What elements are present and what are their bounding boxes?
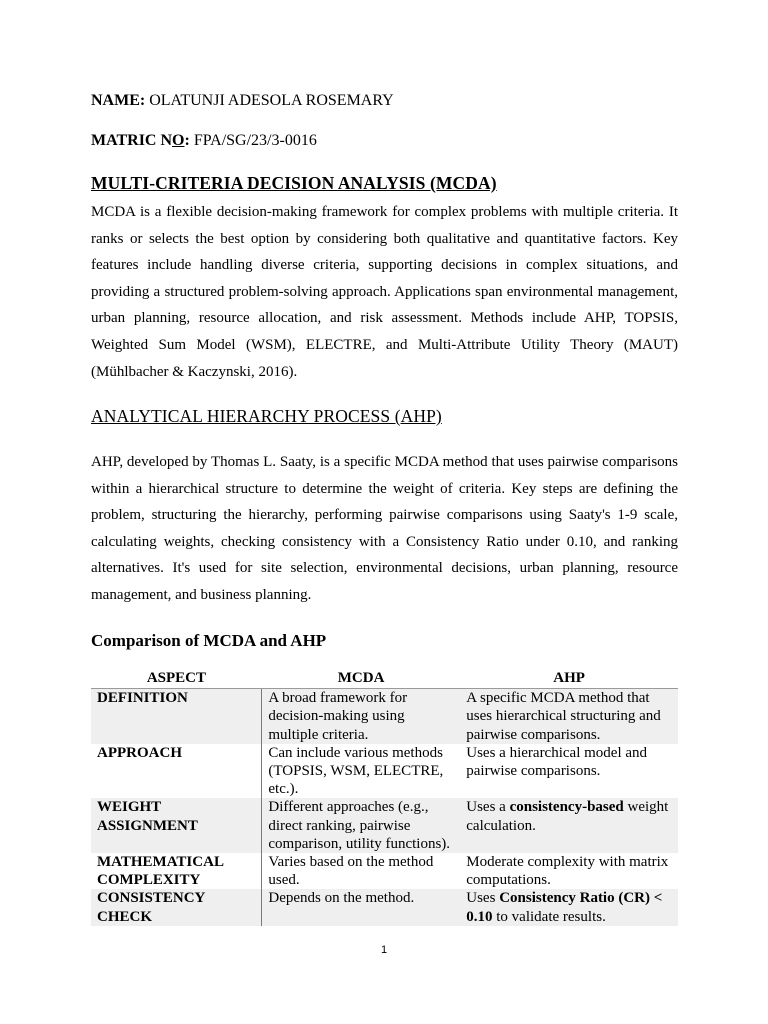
ahp-heading: ANALYTICAL HIERARCHY PROCESS (AHP) — [91, 406, 442, 426]
table-header-row — [91, 668, 678, 689]
mcda-cell: Different approaches (e.g., direct ranking, pairwise comparison, utility functions). — [262, 798, 460, 853]
name-value: OLATUNJI ADESOLA ROSEMARY — [149, 92, 394, 109]
table-row — [91, 689, 678, 744]
aspect-cell: CONSISTENCY CHECK — [91, 889, 262, 925]
aspect-cell: APPROACH — [91, 744, 262, 799]
name-label: NAME: — [91, 92, 146, 109]
ahp-cell: Uses Consistency Ratio (CR) < 0.10 to validate results. — [460, 889, 678, 925]
ahp-cell: Uses a consistency-based weight calculation. — [460, 798, 678, 853]
ahp-cell: Uses a hierarchical model and pairwise comparisons. — [466, 744, 648, 780]
column-header-mcda: MCDA — [262, 668, 460, 689]
student-name-line — [91, 92, 394, 110]
aspect-cell: DEFINITION — [91, 689, 262, 744]
table-row — [91, 744, 678, 799]
table-row — [91, 853, 678, 889]
matric-value: FPA/SG/23/3-0016 — [193, 132, 317, 149]
table-row — [91, 798, 678, 853]
mcda-heading: MULTI-CRITERIA DECISION ANALYSIS (MCDA) — [91, 173, 497, 193]
comparison-table — [91, 668, 678, 926]
column-header-aspect: ASPECT — [91, 668, 262, 689]
ahp-cell: A specific MCDA method that uses hierarchical structuring and pairwise comparisons. — [460, 689, 678, 744]
column-header-ahp: AHP — [460, 668, 678, 689]
matric-label: MATRIC NO: — [91, 132, 190, 149]
mcda-cell: Depends on the method. — [262, 889, 460, 925]
matric-number-line — [91, 132, 317, 150]
mcda-cell: A broad framework for decision-making using multiple criteria. — [262, 689, 460, 744]
comparison-heading: Comparison of MCDA and AHP — [91, 631, 327, 650]
page-number: 1 — [380, 944, 388, 956]
table-row — [91, 889, 678, 925]
aspect-cell: WEIGHT ASSIGNMENT — [91, 798, 262, 853]
mcda-cell: Can include various methods (TOPSIS, WSM, ELECTRE, etc.). — [268, 744, 444, 798]
ahp-paragraph: AHP, developed by Thomas L. Saaty, is a specific MCDA method that uses pairwise comparisons within a hierarchical structure to determine the weight of criteria. Key steps are defining the problem, structuring the hierarchy, performing pairwise comparisons using Saaty's 1-9 scale, calculating weights, checking consistency with a Consistency Ratio under 0.10, and ranking alternatives. It's used for site selection, environmental decisions, urban planning, resource management, and business planning. — [91, 454, 678, 603]
ahp-cell: Moderate complexity with matrix computations. — [466, 854, 669, 889]
mcda-cell: Varies based on the method used. — [268, 854, 434, 889]
aspect-cell: MATHEMATICAL COMPLEXITY — [91, 853, 262, 889]
mcda-paragraph: MCDA is a flexible decision-making framework for complex problems with multiple criteria. It ranks or selects the best option by considering both qualitative and quantitative factors. Key features include handling diverse criteria, supporting decisions in complex situations, and providing a structured problem-solving approach. Applications span environmental management, urban planning, resource allocation, and risk assessment. Methods include AHP, TOPSIS, Weighted Sum Model (WSM), ELECTRE, and Multi-Attribute Utility Theory (MAUT) (Mühlbacher & Kaczynski, 2016). — [91, 204, 678, 380]
